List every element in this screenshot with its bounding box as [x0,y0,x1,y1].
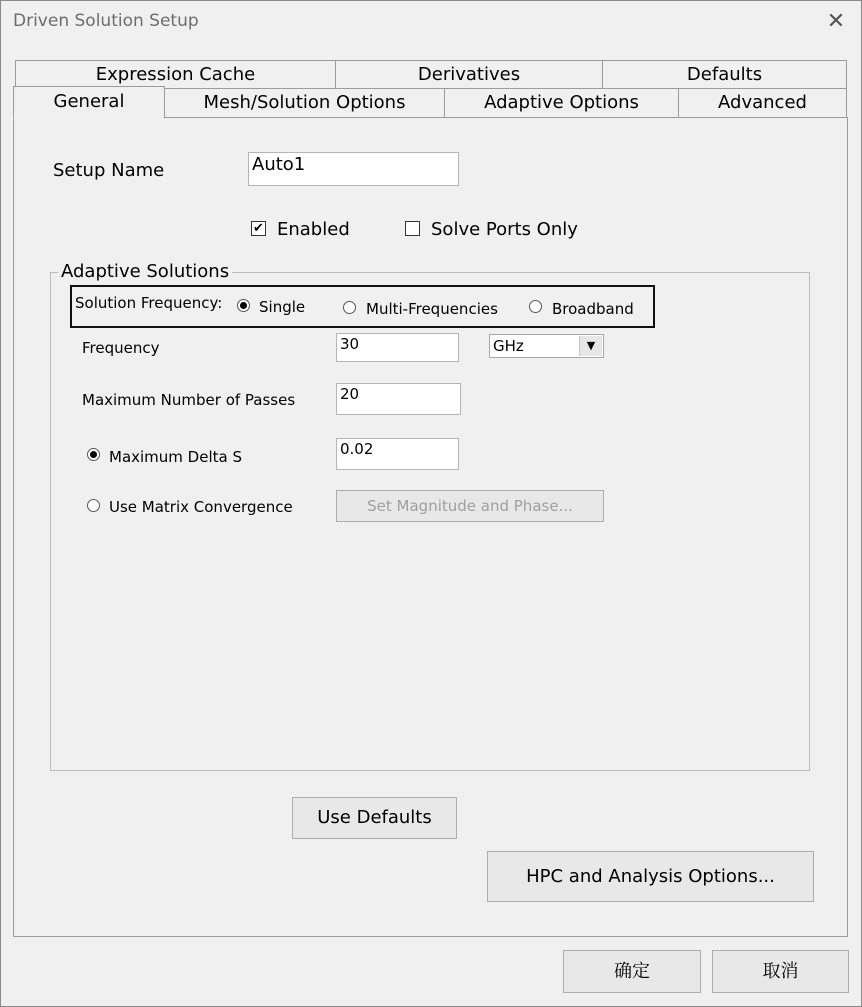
freq-multi-label: Multi-Frequencies [366,300,498,318]
freq-broadband-label: Broadband [552,300,634,318]
check-icon: ✔ [253,221,264,236]
setup-name-input[interactable]: Auto1 [248,152,459,186]
tab-panel-general [13,117,848,937]
tab-general[interactable]: General [13,86,165,119]
ok-button[interactable]: 确定 [563,950,701,993]
freq-single-label: Single [259,298,306,316]
window-title: Driven Solution Setup [13,11,199,31]
max-passes-input[interactable]: 20 [336,383,461,415]
matrix-convergence-label: Use Matrix Convergence [109,498,293,516]
set-magnitude-phase-button[interactable]: Set Magnitude and Phase... [336,490,604,522]
solution-frequency-label: Solution Frequency: [75,294,223,312]
solve-ports-only-label: Solve Ports Only [431,219,578,240]
chevron-down-icon: ▼ [579,336,602,356]
close-icon[interactable]: ✕ [826,9,846,34]
frequency-unit-value: GHz [493,337,524,355]
max-delta-s-input[interactable]: 0.02 [336,438,459,470]
tab-defaults[interactable]: Defaults [602,60,847,90]
cancel-button[interactable]: 取消 [712,950,849,993]
enabled-label: Enabled [277,219,350,240]
tab-advanced[interactable]: Advanced [678,88,847,117]
hpc-analysis-options-button[interactable]: HPC and Analysis Options... [487,851,814,902]
tab-mesh-solution-options[interactable]: Mesh/Solution Options [164,88,445,117]
tab-expression-cache[interactable]: Expression Cache [15,60,336,90]
max-passes-label: Maximum Number of Passes [82,391,296,409]
tab-derivatives[interactable]: Derivatives [335,60,603,90]
adaptive-solutions-title: Adaptive Solutions [58,261,232,282]
frequency-input[interactable]: 30 [336,333,459,362]
max-delta-s-label: Maximum Delta S [109,448,242,466]
use-defaults-button[interactable]: Use Defaults [292,797,457,839]
frequency-label: Frequency [82,339,160,357]
setup-name-label: Setup Name [53,160,165,181]
tab-adaptive-options[interactable]: Adaptive Options [444,88,679,117]
